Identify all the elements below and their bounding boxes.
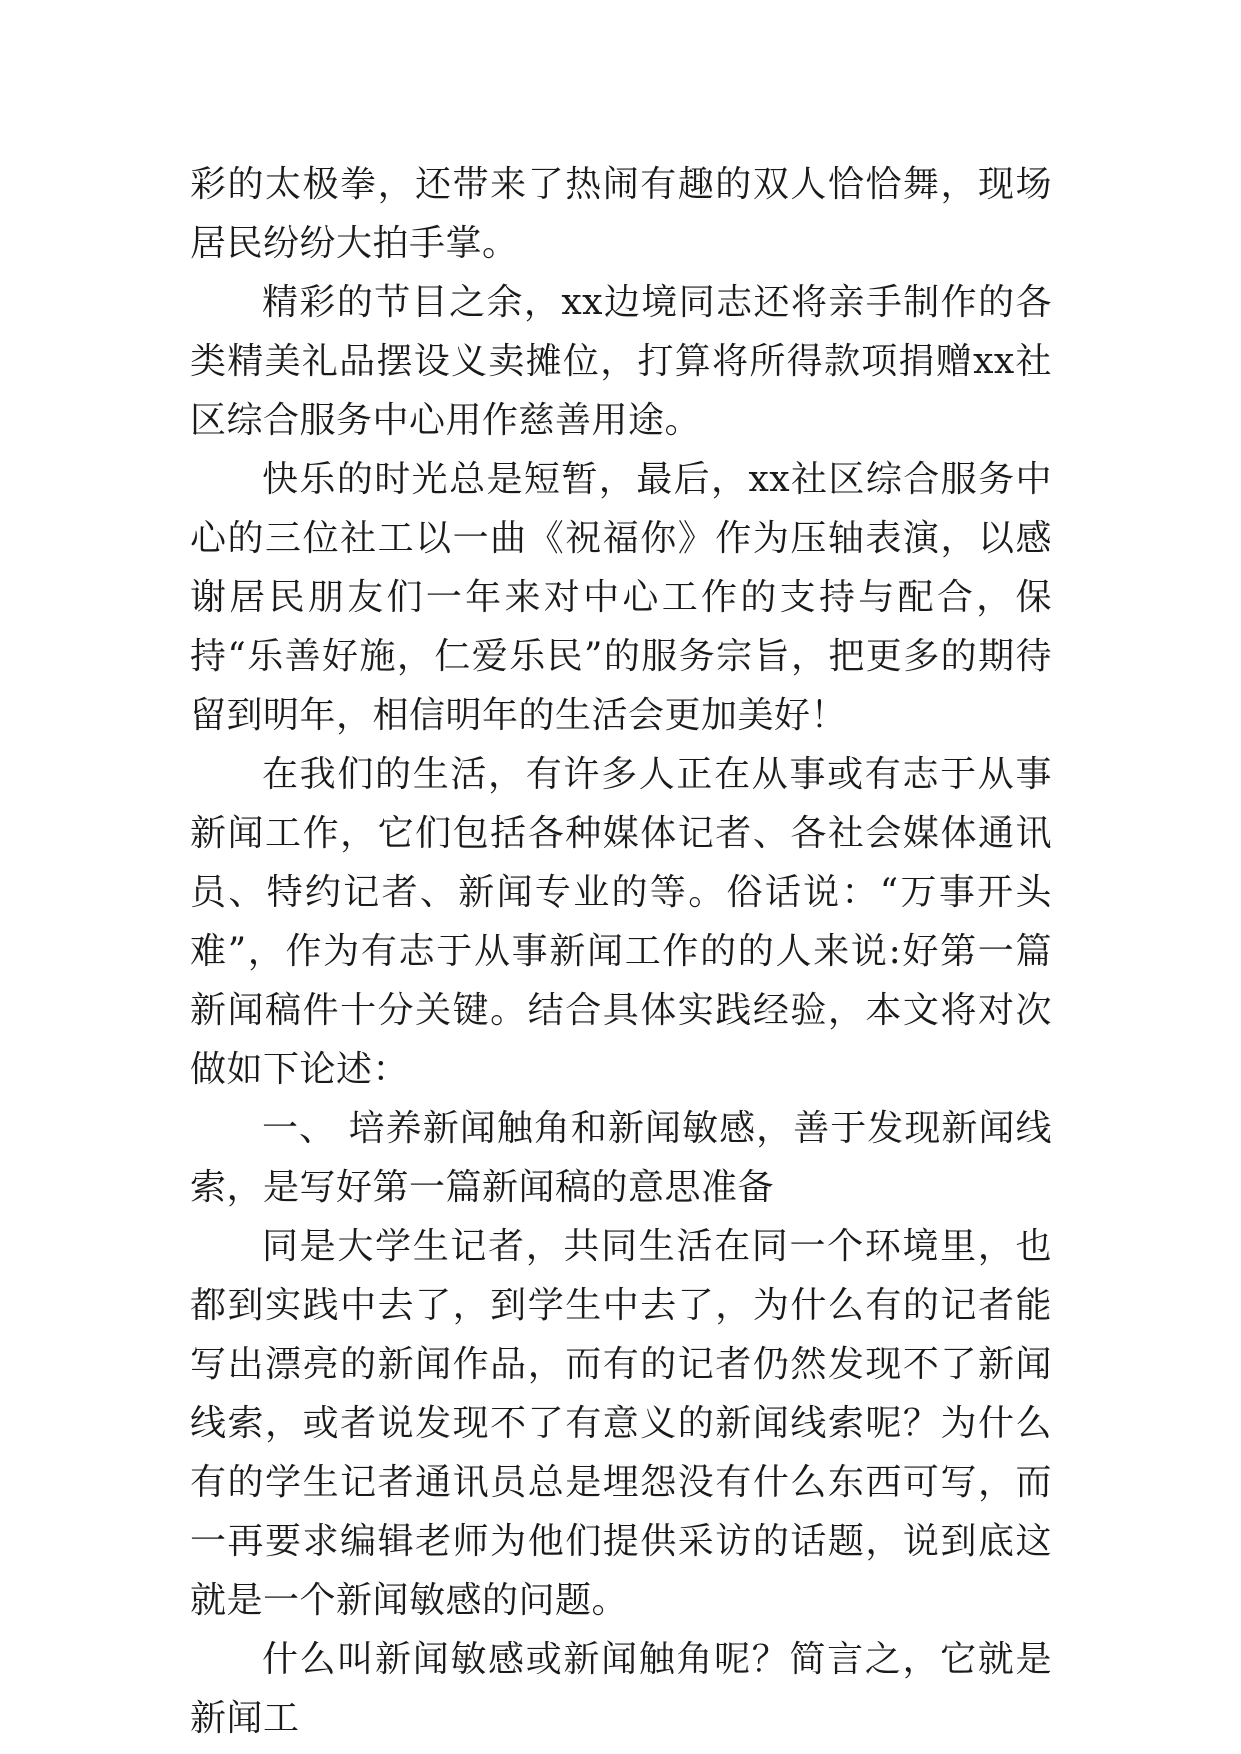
paragraph-3: 快乐的时光总是短暂，最后，xx社区综合服务中心的三位社工以一曲《祝福你》作为压轴表演，以感谢居民朋友们一年来对中心工作的支持与配合，保持“乐善好施，仁爱乐民”的服务宗旨，把更多的期待留到明年，相信明年的生活会更加美好！	[190, 459, 1052, 736]
document-body	[190, 155, 1052, 1748]
paragraph-6: 什么叫新闻敏感或新闻触角呢？简言之，它就是新闻工	[190, 1639, 1052, 1739]
paragraph-4: 在我们的生活，有许多人正在从事或有志于从事新闻工作，它们包括各种媒体记者、各社会媒体通讯员、特约记者、新闻专业的等。俗话说：“万事开头难”，作为有志于从事新闻工作的的人来说:好第一篇新闻稿件十分关键。结合具体实践经验，本文将对次做如下论述：	[190, 754, 1052, 1090]
paragraph-2: 精彩的节目之余，xx边境同志还将亲手制作的各类精美礼品摆设义卖摊位，打算将所得款项捐赠xx社区综合服务中心用作慈善用途。	[190, 282, 1052, 441]
paragraph-5: 同是大学生记者，共同生活在同一个环境里，也都到实践中去了，到学生中去了，为什么有的记者能写出漂亮的新闻作品，而有的记者仍然发现不了新闻线索，或者说发现不了有意义的新闻线索呢？为什么有的学生记者通讯员总是埋怨没有什么东西可写，而一再要求编辑老师为他们提供采访的话题，说到底这就是一个新闻敏感的问题。	[190, 1226, 1052, 1621]
paragraph-1: 彩的太极拳，还带来了热闹有趣的双人恰恰舞，现场居民纷纷大拍手掌。	[190, 164, 1052, 264]
section-heading-1: 一、 培养新闻触角和新闻敏感，善于发现新闻线索，是写好第一篇新闻稿的意思准备	[190, 1108, 1052, 1208]
